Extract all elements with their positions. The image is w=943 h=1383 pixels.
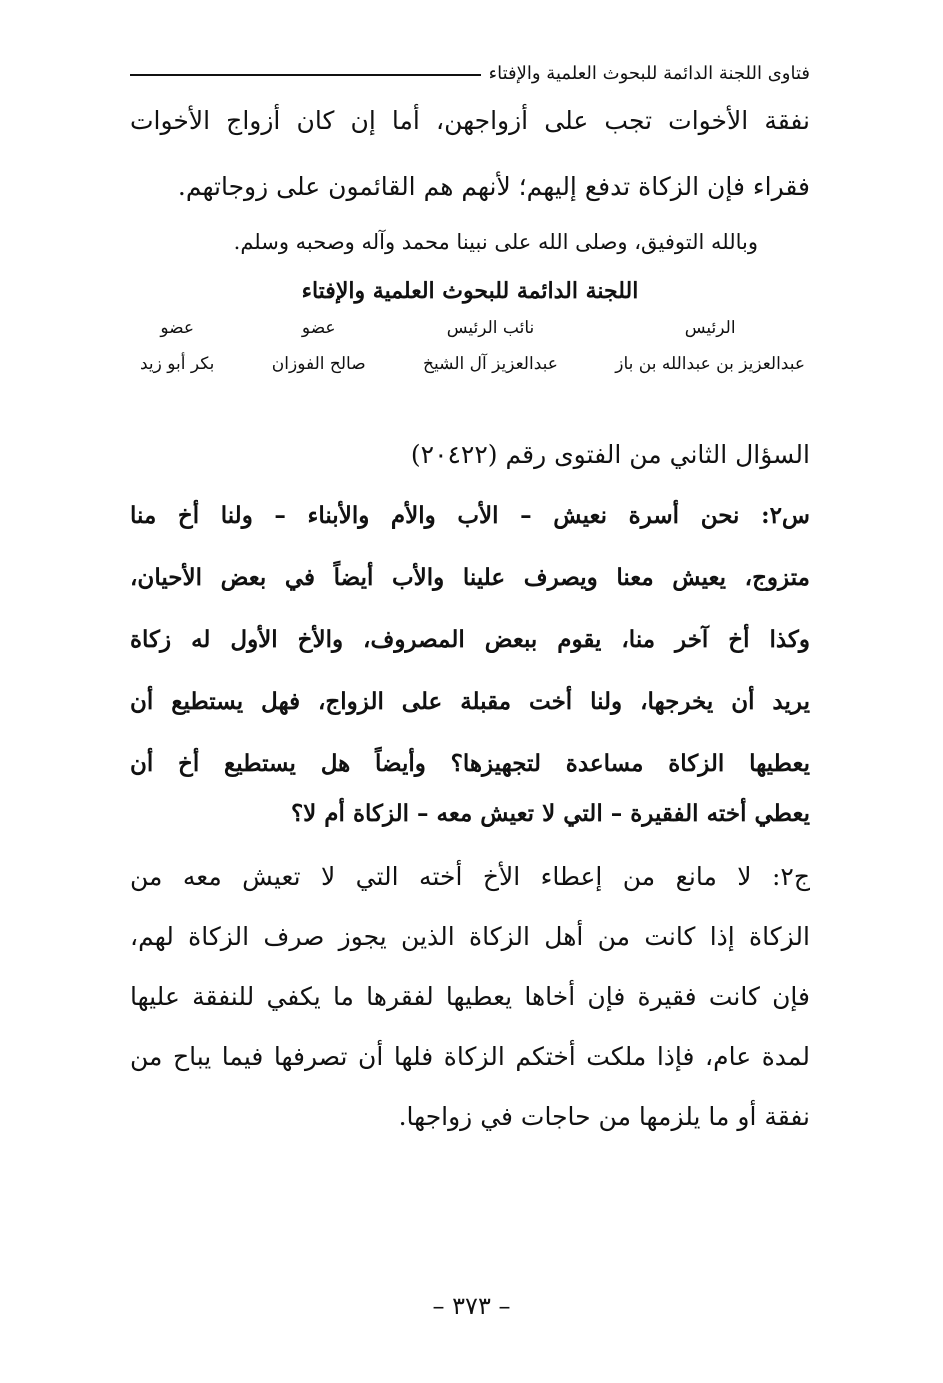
answer-line-3: فإن كانت فقيرة فإن أخاها يعطيها لفقرها ما يكفي للنفقة عليها [130, 982, 810, 1011]
member-name: عبدالعزيز آل الشيخ [423, 354, 558, 374]
member-vice-president [423, 318, 558, 374]
fatwa-heading: السؤال الثاني من الفتوى رقم (٢٠٤٢٢) [410, 440, 810, 469]
intro-line-2: فقراء فإن الزكاة تدفع إليهم؛ لأنهم هم القائمون على زوجاتهم. [177, 172, 810, 201]
closing-prayer: وبالله التوفيق، وصلى الله على نبينا محمد وآله وصحبه وسلم. [233, 230, 758, 254]
question-line-2: متزوج، يعيش معنا ويصرف علينا والأب أيضاً في بعض الأحيان، [130, 564, 810, 591]
member-role: الرئيس [684, 318, 736, 338]
member-role: نائب الرئيس [446, 318, 535, 338]
member-name: صالح الفوزان [271, 354, 366, 374]
answer-line-2: الزكاة إذا كانت من أهل الزكاة الذين يجوز صرف الزكاة لهم، [130, 922, 810, 951]
member-role: عضو [301, 318, 336, 338]
committee-members [140, 318, 805, 374]
member-name: عبدالعزيز بن عبدالله بن باز [615, 354, 805, 374]
question-line-4: يريد أن يخرجها، ولنا أخت مقبلة على الزواج، فهل يستطيع أن [130, 688, 810, 715]
member-1 [272, 318, 366, 374]
answer-line-5: نفقة أو ما يلزمها من حاجات في زواجها. [398, 1102, 810, 1131]
header-rule [130, 74, 481, 76]
answer-line-4: لمدة عام، فإذا ملكت أختكم الزكاة فلها أن تصرفها فيما يباح من [130, 1042, 810, 1071]
member-role: عضو [160, 318, 195, 338]
answer-line-1: ج٢: لا مانع من إعطاء الأخ أخته التي لا تعيش معه من [130, 862, 810, 891]
question-line-3: وكذا أخ آخر منا، يقوم ببعض المصروف، والأخ الأول له زكاة [130, 626, 810, 653]
question-line-6: يعطي أخته الفقيرة – التي لا تعيش معه – الزكاة أم لا؟ [290, 800, 810, 827]
question-line-1: س٢: نحن أسرة نعيش – الأب والأم والأبناء – ولنا أخ منا [130, 502, 810, 529]
intro-line-1: نفقة الأخوات تجب على أزواجهن، أما إن كان أزواج الأخوات [130, 106, 810, 135]
member-president [615, 318, 805, 374]
member-2 [140, 318, 214, 374]
member-name: بكر أبو زيد [140, 354, 215, 374]
committee-name: اللجنة الدائمة للبحوث العلمية والإفتاء [301, 278, 639, 304]
question-line-5: يعطيها الزكاة مساعدة لتجهيزها؟ وأيضاً هل يستطيع أخ أن [130, 750, 810, 777]
running-header [130, 58, 810, 88]
header-title: فتاوى اللجنة الدائمة للبحوث العلمية والإفتاء [488, 62, 810, 84]
page-number: – ٣٧٣ – [432, 1292, 511, 1320]
